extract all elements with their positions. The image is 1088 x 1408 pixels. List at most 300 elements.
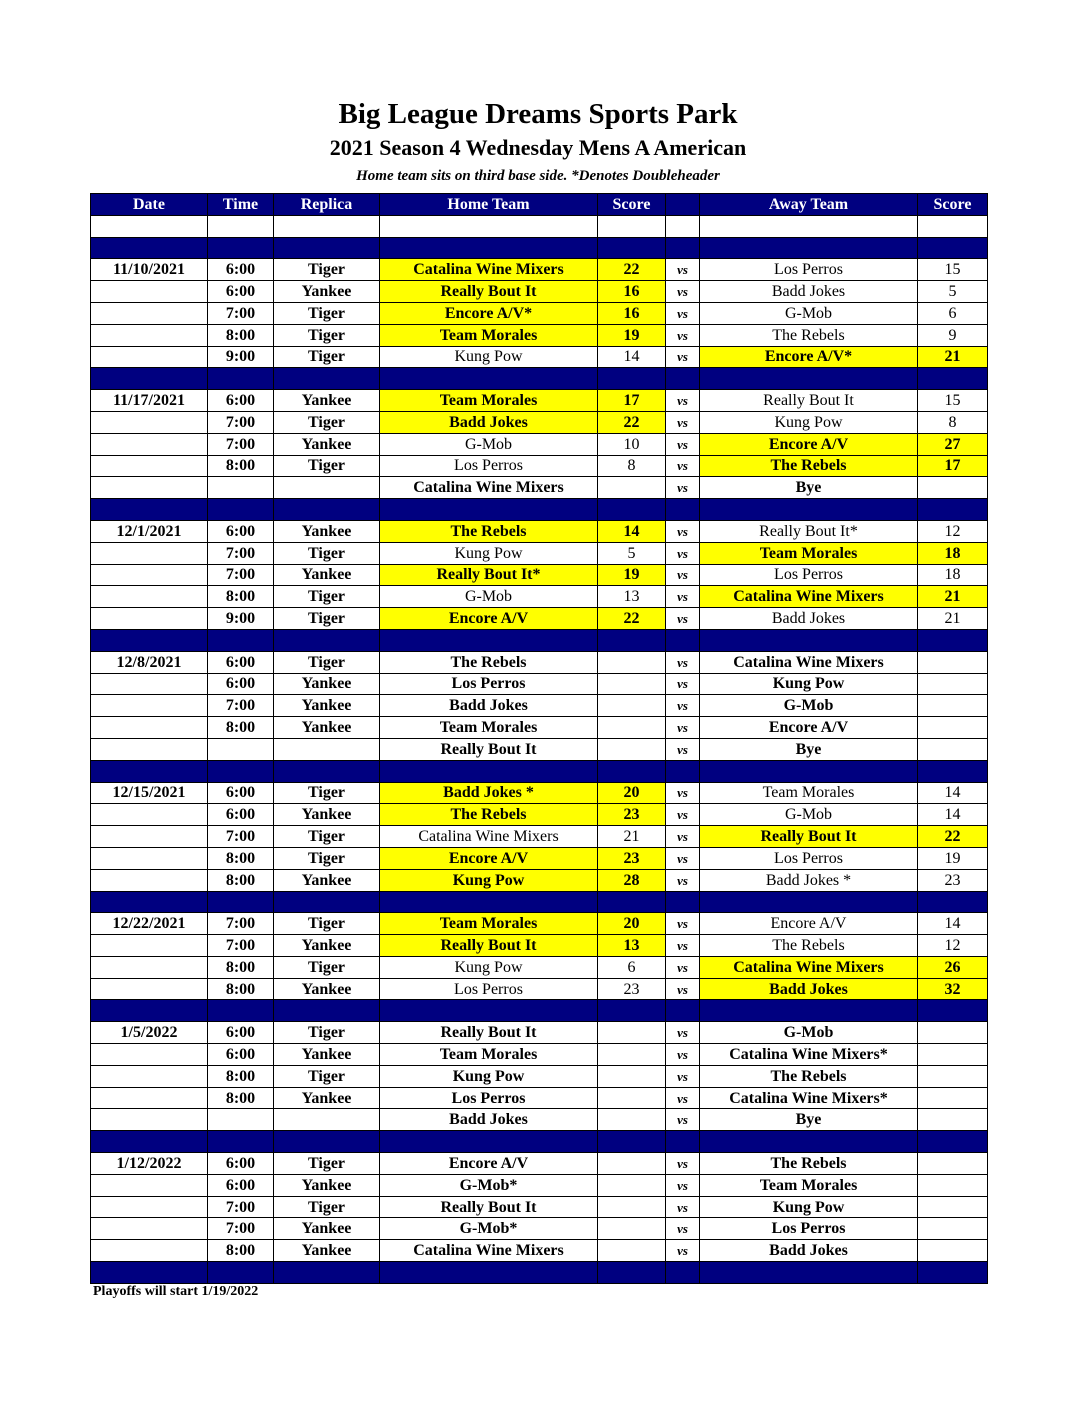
home-score-cell xyxy=(598,651,666,673)
away-score-cell xyxy=(918,1218,988,1240)
home-team-cell: Really Bout It xyxy=(380,1196,598,1218)
date-cell xyxy=(91,564,208,586)
game-row xyxy=(91,281,988,303)
date-cell xyxy=(91,455,208,477)
home-score-cell xyxy=(598,1109,666,1131)
empty-cell xyxy=(208,1000,274,1022)
empty-cell xyxy=(274,368,380,390)
replica-field-cell: Tiger xyxy=(274,346,380,368)
vs-label: vs xyxy=(666,1087,700,1109)
date-cell xyxy=(91,826,208,848)
home-team-cell: Catalina Wine Mixers xyxy=(380,477,598,499)
col-time: Time xyxy=(208,194,274,216)
time-cell: 8:00 xyxy=(208,869,274,891)
home-score-cell: 23 xyxy=(598,978,666,1000)
away-score-cell: 12 xyxy=(918,520,988,542)
time-cell: 6:00 xyxy=(208,1022,274,1044)
away-score-cell: 9 xyxy=(918,324,988,346)
away-score-cell: 22 xyxy=(918,826,988,848)
week-separator-row xyxy=(91,760,988,782)
date-cell xyxy=(91,1218,208,1240)
date-cell xyxy=(91,695,208,717)
away-score-cell xyxy=(918,1022,988,1044)
game-row xyxy=(91,1174,988,1196)
away-score-cell xyxy=(918,1153,988,1175)
empty-cell xyxy=(208,760,274,782)
replica-field-cell: Yankee xyxy=(274,1218,380,1240)
away-team-cell: Badd Jokes xyxy=(700,978,918,1000)
home-team-cell: Team Morales xyxy=(380,717,598,739)
week-separator-row xyxy=(91,629,988,651)
home-score-cell: 22 xyxy=(598,259,666,281)
home-team-cell: Los Perros xyxy=(380,673,598,695)
away-team-cell: Badd Jokes xyxy=(700,1240,918,1262)
game-row xyxy=(91,782,988,804)
time-cell: 7:00 xyxy=(208,935,274,957)
home-team-cell: Los Perros xyxy=(380,1087,598,1109)
away-team-cell: Kung Pow xyxy=(700,1196,918,1218)
time-cell: 7:00 xyxy=(208,302,274,324)
replica-field-cell: Tiger xyxy=(274,847,380,869)
away-team-cell: Really Bout It xyxy=(700,826,918,848)
game-row xyxy=(91,651,988,673)
empty-cell xyxy=(274,1131,380,1153)
away-score-cell: 18 xyxy=(918,564,988,586)
away-team-cell: The Rebels xyxy=(700,1065,918,1087)
time-cell: 8:00 xyxy=(208,978,274,1000)
empty-cell xyxy=(274,237,380,259)
away-score-cell xyxy=(918,1174,988,1196)
away-score-cell: 14 xyxy=(918,782,988,804)
game-row xyxy=(91,804,988,826)
empty-cell xyxy=(598,237,666,259)
empty-cell xyxy=(598,760,666,782)
game-row xyxy=(91,346,988,368)
playoffs-note: Playoffs will start 1/19/2022 xyxy=(93,1284,259,1299)
time-cell: 6:00 xyxy=(208,1153,274,1175)
game-row xyxy=(91,673,988,695)
empty-cell xyxy=(91,215,208,237)
empty-cell xyxy=(274,499,380,521)
home-score-cell: 22 xyxy=(598,411,666,433)
away-team-cell: Team Morales xyxy=(700,1174,918,1196)
empty-cell xyxy=(380,891,598,913)
vs-label: vs xyxy=(666,738,700,760)
home-team-cell: The Rebels xyxy=(380,520,598,542)
away-score-cell: 18 xyxy=(918,542,988,564)
week-separator-row xyxy=(91,237,988,259)
replica-field-cell: Tiger xyxy=(274,782,380,804)
replica-field-cell: Yankee xyxy=(274,1044,380,1066)
away-team-cell: G-Mob xyxy=(700,804,918,826)
time-cell: 8:00 xyxy=(208,956,274,978)
empty-cell xyxy=(208,499,274,521)
vs-label: vs xyxy=(666,1153,700,1175)
date-cell: 12/1/2021 xyxy=(91,520,208,542)
time-cell: 7:00 xyxy=(208,1196,274,1218)
vs-label: vs xyxy=(666,346,700,368)
date-cell xyxy=(91,433,208,455)
game-row xyxy=(91,1153,988,1175)
game-row xyxy=(91,259,988,281)
vs-label: vs xyxy=(666,869,700,891)
away-score-cell: 15 xyxy=(918,390,988,412)
home-score-cell: 14 xyxy=(598,520,666,542)
home-score-cell: 20 xyxy=(598,913,666,935)
blank-row xyxy=(91,215,988,237)
game-row xyxy=(91,695,988,717)
empty-cell xyxy=(700,629,918,651)
away-score-cell xyxy=(918,1087,988,1109)
home-score-cell xyxy=(598,1065,666,1087)
empty-cell xyxy=(598,1131,666,1153)
empty-cell xyxy=(666,629,700,651)
away-score-cell: 23 xyxy=(918,869,988,891)
time-cell: 6:00 xyxy=(208,1044,274,1066)
date-cell: 11/10/2021 xyxy=(91,259,208,281)
home-score-cell: 16 xyxy=(598,302,666,324)
empty-cell xyxy=(666,760,700,782)
empty-cell xyxy=(918,499,988,521)
away-team-cell: Bye xyxy=(700,477,918,499)
empty-cell xyxy=(918,891,988,913)
home-team-cell: Encore A/V xyxy=(380,608,598,630)
date-cell xyxy=(91,1109,208,1131)
away-team-cell: Kung Pow xyxy=(700,411,918,433)
empty-cell xyxy=(208,237,274,259)
replica-field-cell xyxy=(274,738,380,760)
week-separator-row xyxy=(91,1131,988,1153)
home-score-cell: 22 xyxy=(598,608,666,630)
time-cell: 7:00 xyxy=(208,542,274,564)
vs-label: vs xyxy=(666,1218,700,1240)
game-row xyxy=(91,564,988,586)
date-cell xyxy=(91,673,208,695)
empty-cell xyxy=(598,1000,666,1022)
replica-field-cell: Yankee xyxy=(274,673,380,695)
home-score-cell xyxy=(598,717,666,739)
empty-cell xyxy=(918,629,988,651)
vs-label: vs xyxy=(666,935,700,957)
time-cell: 8:00 xyxy=(208,586,274,608)
vs-label: vs xyxy=(666,281,700,303)
home-team-cell: Kung Pow xyxy=(380,869,598,891)
col-home-score: Score xyxy=(598,194,666,216)
away-team-cell: Kung Pow xyxy=(700,673,918,695)
replica-field-cell: Tiger xyxy=(274,302,380,324)
game-row xyxy=(91,1240,988,1262)
vs-label: vs xyxy=(666,1196,700,1218)
empty-cell xyxy=(918,760,988,782)
home-team-cell: Catalina Wine Mixers xyxy=(380,826,598,848)
empty-cell xyxy=(91,368,208,390)
vs-label: vs xyxy=(666,956,700,978)
time-cell: 7:00 xyxy=(208,433,274,455)
vs-label: vs xyxy=(666,608,700,630)
replica-field-cell: Yankee xyxy=(274,1240,380,1262)
time-cell: 7:00 xyxy=(208,826,274,848)
home-score-cell: 23 xyxy=(598,804,666,826)
empty-cell xyxy=(918,368,988,390)
date-cell xyxy=(91,978,208,1000)
away-team-cell: Los Perros xyxy=(700,259,918,281)
game-row xyxy=(91,1065,988,1087)
replica-field-cell: Yankee xyxy=(274,433,380,455)
replica-field-cell: Tiger xyxy=(274,913,380,935)
replica-field-cell: Yankee xyxy=(274,717,380,739)
home-team-cell: Badd Jokes * xyxy=(380,782,598,804)
empty-cell xyxy=(274,1000,380,1022)
home-score-cell: 28 xyxy=(598,869,666,891)
away-score-cell xyxy=(918,1044,988,1066)
game-row xyxy=(91,608,988,630)
away-score-cell: 26 xyxy=(918,956,988,978)
home-team-cell: Really Bout It xyxy=(380,1022,598,1044)
empty-cell xyxy=(208,368,274,390)
replica-field-cell: Yankee xyxy=(274,520,380,542)
empty-cell xyxy=(208,215,274,237)
date-cell: 12/22/2021 xyxy=(91,913,208,935)
time-cell: 6:00 xyxy=(208,281,274,303)
vs-label: vs xyxy=(666,1065,700,1087)
away-score-cell: 21 xyxy=(918,346,988,368)
home-score-cell: 19 xyxy=(598,324,666,346)
away-team-cell: The Rebels xyxy=(700,1153,918,1175)
week-separator-row xyxy=(91,1262,988,1284)
away-score-cell xyxy=(918,673,988,695)
empty-cell xyxy=(274,760,380,782)
date-cell xyxy=(91,346,208,368)
week-separator-row xyxy=(91,499,988,521)
game-row xyxy=(91,1022,988,1044)
replica-field-cell: Tiger xyxy=(274,1065,380,1087)
game-row xyxy=(91,826,988,848)
empty-cell xyxy=(380,1131,598,1153)
home-score-cell: 5 xyxy=(598,542,666,564)
date-cell xyxy=(91,1044,208,1066)
col-vs xyxy=(666,194,700,216)
date-cell: 12/8/2021 xyxy=(91,651,208,673)
away-score-cell: 21 xyxy=(918,608,988,630)
home-score-cell xyxy=(598,477,666,499)
away-score-cell xyxy=(918,1065,988,1087)
time-cell: 8:00 xyxy=(208,1065,274,1087)
game-row xyxy=(91,956,988,978)
date-cell xyxy=(91,586,208,608)
season-subtitle: 2021 Season 4 Wednesday Mens A American xyxy=(329,135,747,160)
away-score-cell: 5 xyxy=(918,281,988,303)
empty-cell xyxy=(918,237,988,259)
home-team-cell: The Rebels xyxy=(380,804,598,826)
home-score-cell xyxy=(598,1218,666,1240)
away-team-cell: G-Mob xyxy=(700,1022,918,1044)
away-score-cell: 21 xyxy=(918,586,988,608)
home-score-cell xyxy=(598,1044,666,1066)
empty-cell xyxy=(598,499,666,521)
replica-field-cell: Tiger xyxy=(274,259,380,281)
away-team-cell: Badd Jokes * xyxy=(700,869,918,891)
away-team-cell: Team Morales xyxy=(700,782,918,804)
away-team-cell: Really Bout It xyxy=(700,390,918,412)
empty-cell xyxy=(666,1262,700,1284)
time-cell: 6:00 xyxy=(208,673,274,695)
replica-field-cell: Yankee xyxy=(274,1087,380,1109)
empty-cell xyxy=(91,1131,208,1153)
date-cell xyxy=(91,1196,208,1218)
empty-cell xyxy=(91,629,208,651)
home-score-cell: 10 xyxy=(598,433,666,455)
vs-label: vs xyxy=(666,433,700,455)
empty-cell xyxy=(918,1000,988,1022)
away-score-cell: 17 xyxy=(918,455,988,477)
replica-field-cell: Tiger xyxy=(274,826,380,848)
replica-field-cell: Tiger xyxy=(274,608,380,630)
home-score-cell: 14 xyxy=(598,346,666,368)
empty-cell xyxy=(91,237,208,259)
away-team-cell: Encore A/V xyxy=(700,717,918,739)
away-score-cell: 12 xyxy=(918,935,988,957)
empty-cell xyxy=(274,629,380,651)
away-score-cell: 8 xyxy=(918,411,988,433)
away-score-cell: 27 xyxy=(918,433,988,455)
col-away-score: Score xyxy=(918,194,988,216)
vs-label: vs xyxy=(666,847,700,869)
empty-cell xyxy=(598,215,666,237)
replica-field-cell: Yankee xyxy=(274,390,380,412)
away-team-cell: Team Morales xyxy=(700,542,918,564)
empty-cell xyxy=(380,237,598,259)
home-score-cell: 16 xyxy=(598,281,666,303)
away-team-cell: Catalina Wine Mixers xyxy=(700,956,918,978)
away-team-cell: Encore A/V xyxy=(700,913,918,935)
replica-field-cell: Yankee xyxy=(274,1174,380,1196)
away-score-cell xyxy=(918,1109,988,1131)
empty-cell xyxy=(918,215,988,237)
col-home-team: Home Team xyxy=(380,194,598,216)
vs-label: vs xyxy=(666,477,700,499)
time-cell: 6:00 xyxy=(208,520,274,542)
game-row xyxy=(91,935,988,957)
home-team-cell: Badd Jokes xyxy=(380,1109,598,1131)
vs-label: vs xyxy=(666,1240,700,1262)
home-team-cell: Los Perros xyxy=(380,978,598,1000)
replica-field-cell: Tiger xyxy=(274,586,380,608)
empty-cell xyxy=(666,1131,700,1153)
vs-label: vs xyxy=(666,1174,700,1196)
empty-cell xyxy=(208,1262,274,1284)
game-row xyxy=(91,913,988,935)
game-row xyxy=(91,586,988,608)
vs-label: vs xyxy=(666,695,700,717)
home-team-cell: Really Bout It* xyxy=(380,564,598,586)
game-row xyxy=(91,978,988,1000)
away-team-cell: Really Bout It* xyxy=(700,520,918,542)
empty-cell xyxy=(91,891,208,913)
replica-field-cell: Tiger xyxy=(274,1022,380,1044)
away-score-cell xyxy=(918,477,988,499)
time-cell: 6:00 xyxy=(208,782,274,804)
empty-cell xyxy=(380,1262,598,1284)
replica-field-cell: Tiger xyxy=(274,1153,380,1175)
home-team-cell: Team Morales xyxy=(380,913,598,935)
empty-cell xyxy=(598,629,666,651)
home-team-cell: Los Perros xyxy=(380,455,598,477)
home-team-cell: Encore A/V xyxy=(380,847,598,869)
home-team-cell: Really Bout It xyxy=(380,738,598,760)
empty-cell xyxy=(666,1000,700,1022)
vs-label: vs xyxy=(666,913,700,935)
vs-label: vs xyxy=(666,520,700,542)
schedule-note: Home team sits on third base side. *Denotes Doubleheader xyxy=(356,168,720,184)
away-score-cell: 14 xyxy=(918,804,988,826)
time-cell: 9:00 xyxy=(208,346,274,368)
replica-field-cell: Yankee xyxy=(274,695,380,717)
home-score-cell xyxy=(598,1240,666,1262)
replica-field-cell xyxy=(274,477,380,499)
empty-cell xyxy=(91,1000,208,1022)
home-team-cell: G-Mob* xyxy=(380,1218,598,1240)
replica-field-cell: Yankee xyxy=(274,935,380,957)
time-cell: 9:00 xyxy=(208,608,274,630)
col-date: Date xyxy=(91,194,208,216)
home-team-cell: Kung Pow xyxy=(380,956,598,978)
away-score-cell xyxy=(918,1240,988,1262)
empty-cell xyxy=(380,629,598,651)
home-score-cell: 19 xyxy=(598,564,666,586)
empty-cell xyxy=(918,1262,988,1284)
time-cell xyxy=(208,738,274,760)
empty-cell xyxy=(666,891,700,913)
away-team-cell: Los Perros xyxy=(700,564,918,586)
home-score-cell xyxy=(598,695,666,717)
game-row xyxy=(91,869,988,891)
home-score-cell xyxy=(598,738,666,760)
date-cell xyxy=(91,542,208,564)
vs-label: vs xyxy=(666,390,700,412)
vs-label: vs xyxy=(666,978,700,1000)
home-team-cell: G-Mob* xyxy=(380,1174,598,1196)
vs-label: vs xyxy=(666,455,700,477)
vs-label: vs xyxy=(666,782,700,804)
page-title: Big League Dreams Sports Park xyxy=(338,98,738,130)
empty-cell xyxy=(380,499,598,521)
date-cell xyxy=(91,935,208,957)
time-cell: 7:00 xyxy=(208,913,274,935)
empty-cell xyxy=(666,237,700,259)
away-team-cell: The Rebels xyxy=(700,935,918,957)
away-score-cell xyxy=(918,1196,988,1218)
week-separator-row xyxy=(91,891,988,913)
time-cell: 8:00 xyxy=(208,324,274,346)
empty-cell xyxy=(208,1131,274,1153)
home-score-cell: 23 xyxy=(598,847,666,869)
home-score-cell: 17 xyxy=(598,390,666,412)
vs-label: vs xyxy=(666,804,700,826)
empty-cell xyxy=(91,499,208,521)
replica-field-cell xyxy=(274,1109,380,1131)
col-replica: Replica xyxy=(274,194,380,216)
away-team-cell: Los Perros xyxy=(700,1218,918,1240)
away-team-cell: The Rebels xyxy=(700,324,918,346)
vs-label: vs xyxy=(666,542,700,564)
empty-cell xyxy=(380,368,598,390)
time-cell: 7:00 xyxy=(208,411,274,433)
home-score-cell xyxy=(598,673,666,695)
away-team-cell: Los Perros xyxy=(700,847,918,869)
replica-field-cell: Yankee xyxy=(274,869,380,891)
game-row xyxy=(91,1087,988,1109)
home-team-cell: Catalina Wine Mixers xyxy=(380,259,598,281)
